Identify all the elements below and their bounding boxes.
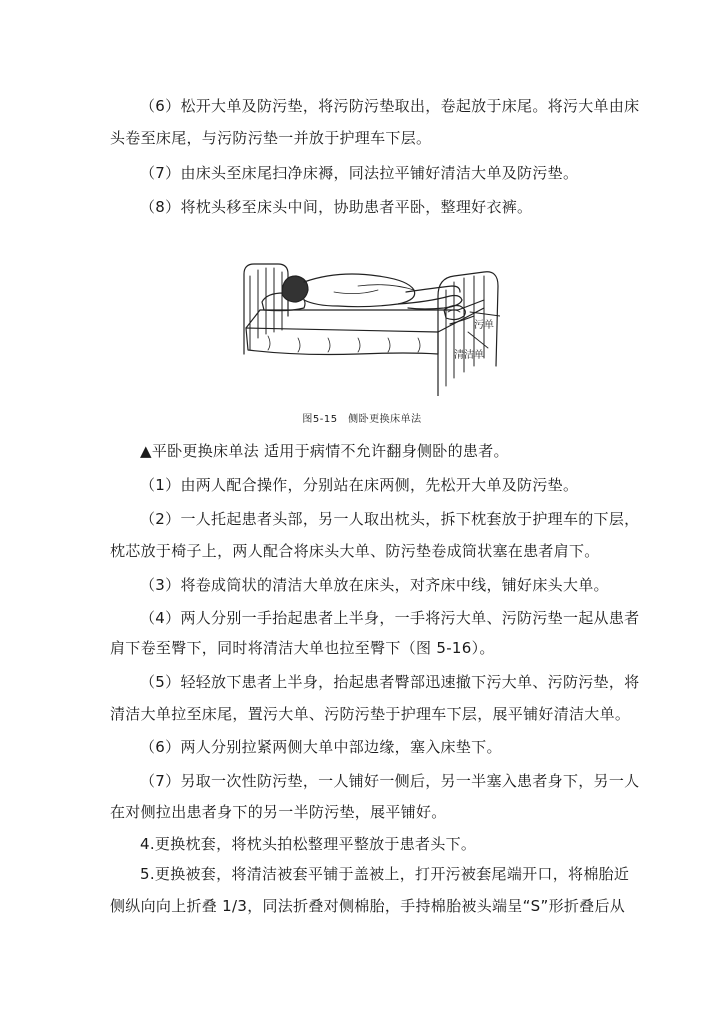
paragraph-step-6-line-1: （6）松开大单及防污垫，将污防污垫取出，卷起放于床尾。将污大单由床 bbox=[140, 97, 640, 115]
dirty-sheet-label: 污单 bbox=[474, 320, 494, 331]
paragraph-supine-step-2-line-1: （2）一人托起患者头部，另一人取出枕头，拆下枕套放于护理车的下层， bbox=[140, 510, 640, 528]
paragraph-step-4-pillowcase: 4.更换枕套，将枕头拍松整理平整放于患者头下。 bbox=[140, 835, 477, 853]
paragraph-supine-step-7-line-1: （7）另取一次性防污垫，一人铺好一侧后，另一半塞入患者身下，另一人 bbox=[140, 772, 640, 790]
paragraph-supine-step-5-line-1: （5）轻轻放下患者上半身，抬起患者臀部迅速撤下污大单、污防污垫，将 bbox=[140, 673, 640, 691]
paragraph-supine-step-3: （3）将卷成筒状的清洁大单放在床头，对齐床中线，铺好床头大单。 bbox=[140, 576, 609, 594]
clean-sheet-label: 清洁单 bbox=[454, 350, 484, 361]
paragraph-step-5-quilt-cover-line-2: 侧纵向向上折叠 1/3，同法折叠对侧棉胎，手持棉胎被头端呈“S”形折叠后从 bbox=[110, 897, 626, 915]
figure-caption: 图5-15 侧卧更换床单法 bbox=[302, 414, 422, 425]
paragraph-step-5-quilt-cover-line-1: 5.更换被套，将清洁被套平铺于盖被上，打开污被套尾端开口，将棉胎近 bbox=[140, 865, 630, 883]
bed-patient-drawing bbox=[238, 246, 500, 396]
paragraph-step-6-line-2: 头卷至床尾，与污防污垫一并放于护理车下层。 bbox=[110, 129, 432, 147]
section-heading-supine-method: ▲平卧更换床单法 适用于病情不允许翻身侧卧的患者。 bbox=[140, 442, 509, 460]
paragraph-step-7: （7）由床头至床尾扫净床褥，同法拉平铺好清洁大单及防污垫。 bbox=[140, 164, 579, 182]
paragraph-supine-step-4-line-1: （4）两人分别一手抬起患者上半身，一手将污大单、污防污垫一起从患者 bbox=[140, 609, 640, 627]
paragraph-supine-step-1: （1）由两人配合操作，分别站在床两侧，先松开大单及防污垫。 bbox=[140, 476, 579, 494]
paragraph-step-8: （8）将枕头移至床头中间，协助患者平卧，整理好衣裤。 bbox=[140, 198, 533, 216]
paragraph-supine-step-2-line-2: 枕芯放于椅子上，两人配合将床头大单、防污垫卷成筒状塞在患者肩下。 bbox=[110, 542, 600, 560]
paragraph-supine-step-7-line-2: 在对侧拉出患者身下的另一半防污垫，展平铺好。 bbox=[110, 803, 447, 821]
side-lying-bed-change-illustration bbox=[238, 246, 500, 396]
paragraph-supine-step-6: （6）两人分别拉紧两侧大单中部边缘，塞入床垫下。 bbox=[140, 738, 502, 756]
paragraph-supine-step-4-line-2: 肩下卷至臀下，同时将清洁大单也拉至臀下（图 5-16）。 bbox=[110, 639, 495, 657]
paragraph-supine-step-5-line-2: 清洁大单拉至床尾，置污大单、污防污垫于护理车下层，展平铺好清洁大单。 bbox=[110, 705, 631, 723]
